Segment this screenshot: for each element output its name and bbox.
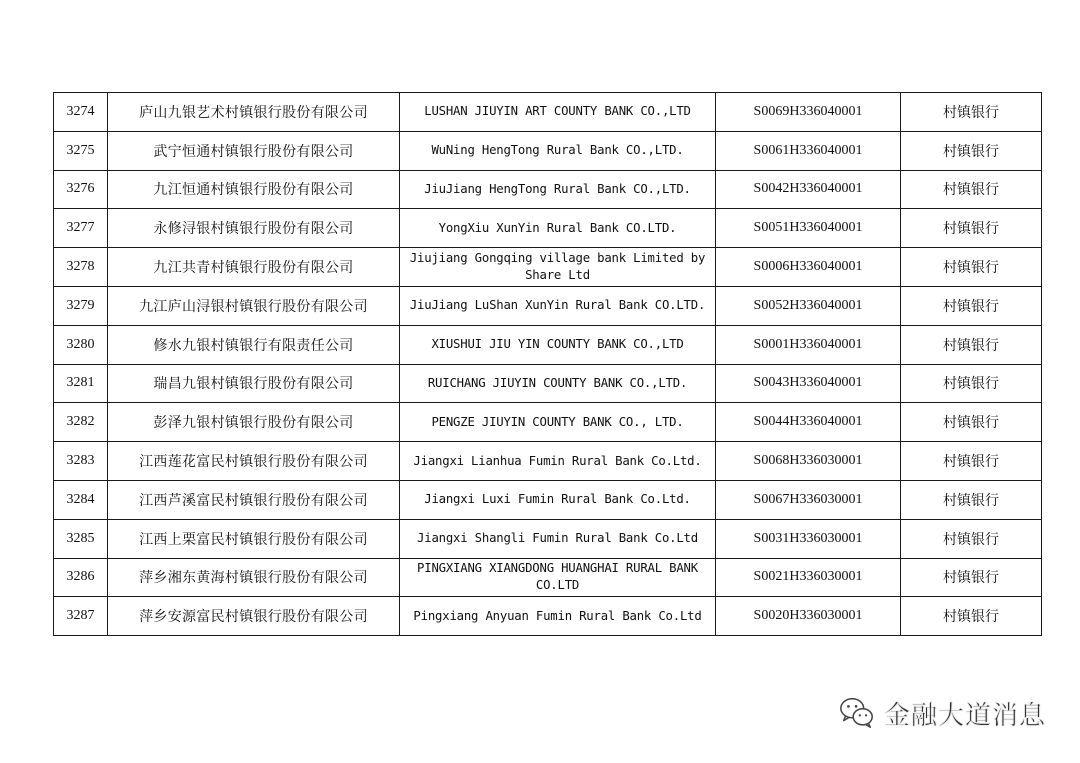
table-row	[54, 131, 1042, 170]
institution-type-cell: 村镇银行	[901, 286, 1042, 325]
table-row	[54, 248, 1042, 287]
institution-code-cell: S0068H336030001	[716, 442, 901, 481]
chinese-name-cell: 江西莲花富民村镇银行股份有限公司	[108, 442, 400, 481]
english-name-cell: LUSHAN JIUYIN ART COUNTY BANK CO.,LTD	[400, 93, 716, 132]
english-name-cell: Jiangxi Luxi Fumin Rural Bank Co.Ltd.	[400, 480, 716, 519]
institution-code-cell: S0020H336030001	[716, 597, 901, 636]
chinese-name-cell: 九江共青村镇银行股份有限公司	[108, 248, 400, 287]
table-body	[54, 93, 1042, 636]
row-number-cell: 3279	[54, 286, 108, 325]
institution-type-cell: 村镇银行	[901, 131, 1042, 170]
table-row	[54, 597, 1042, 636]
english-name-cell: Pingxiang Anyuan Fumin Rural Bank Co.Ltd	[400, 597, 716, 636]
chinese-name-cell: 萍乡湘东黄海村镇银行股份有限公司	[108, 558, 400, 597]
institution-code-cell: S0042H336040001	[716, 170, 901, 209]
institution-code-cell: S0067H336030001	[716, 480, 901, 519]
row-number-cell: 3280	[54, 325, 108, 364]
table-row	[54, 325, 1042, 364]
row-number-cell: 3285	[54, 519, 108, 558]
chinese-name-cell: 江西上栗富民村镇银行股份有限公司	[108, 519, 400, 558]
english-name-cell: YongXiu XunYin Rural Bank CO.LTD.	[400, 209, 716, 248]
institution-type-cell: 村镇银行	[901, 480, 1042, 519]
watermark	[838, 694, 1046, 732]
chinese-name-cell: 永修浔银村镇银行股份有限公司	[108, 209, 400, 248]
institution-type-cell: 村镇银行	[901, 597, 1042, 636]
institution-type-cell: 村镇银行	[901, 93, 1042, 132]
english-name-cell: XIUSHUI JIU YIN COUNTY BANK CO.,LTD	[400, 325, 716, 364]
watermark-text: 金融大道消息	[884, 700, 1047, 731]
row-number-cell: 3282	[54, 403, 108, 442]
institution-type-cell: 村镇银行	[901, 209, 1042, 248]
row-number-cell: 3286	[54, 558, 108, 597]
table-row	[54, 364, 1042, 403]
institution-code-cell: S0044H336040001	[716, 403, 901, 442]
institution-type-cell: 村镇银行	[901, 248, 1042, 287]
institution-code-cell: S0006H336040001	[716, 248, 901, 287]
chinese-name-cell: 九江恒通村镇银行股份有限公司	[108, 170, 400, 209]
row-number-cell: 3276	[54, 170, 108, 209]
institution-code-cell: S0052H336040001	[716, 286, 901, 325]
english-name-cell: PINGXIANG XIANGDONG HUANGHAI RURAL BANK CO.LTD	[400, 558, 716, 597]
table-row	[54, 480, 1042, 519]
institution-code-cell: S0001H336040001	[716, 325, 901, 364]
english-name-cell: JiuJiang HengTong Rural Bank CO.,LTD.	[400, 170, 716, 209]
row-number-cell: 3274	[54, 93, 108, 132]
chinese-name-cell: 庐山九银艺术村镇银行股份有限公司	[108, 93, 400, 132]
row-number-cell: 3283	[54, 442, 108, 481]
chinese-name-cell: 九江庐山浔银村镇银行股份有限公司	[108, 286, 400, 325]
institution-code-cell: S0051H336040001	[716, 209, 901, 248]
table-row	[54, 170, 1042, 209]
table-row	[54, 558, 1042, 597]
wechat-icon	[838, 694, 876, 732]
english-name-cell: RUICHANG JIUYIN COUNTY BANK CO.,LTD.	[400, 364, 716, 403]
chinese-name-cell: 江西芦溪富民村镇银行股份有限公司	[108, 480, 400, 519]
row-number-cell: 3278	[54, 248, 108, 287]
english-name-cell: JiuJiang LuShan XunYin Rural Bank CO.LTD.	[400, 286, 716, 325]
bank-list-table	[53, 92, 1042, 636]
table-row	[54, 286, 1042, 325]
table-row	[54, 403, 1042, 442]
english-name-cell: WuNing HengTong Rural Bank CO.,LTD.	[400, 131, 716, 170]
english-name-cell: PENGZE JIUYIN COUNTY BANK CO., LTD.	[400, 403, 716, 442]
row-number-cell: 3275	[54, 131, 108, 170]
institution-type-cell: 村镇银行	[901, 364, 1042, 403]
institution-type-cell: 村镇银行	[901, 558, 1042, 597]
row-number-cell: 3277	[54, 209, 108, 248]
chinese-name-cell: 武宁恒通村镇银行股份有限公司	[108, 131, 400, 170]
institution-type-cell: 村镇银行	[901, 442, 1042, 481]
chinese-name-cell: 修水九银村镇银行有限责任公司	[108, 325, 400, 364]
row-number-cell: 3284	[54, 480, 108, 519]
english-name-cell: Jiujiang Gongqing village bank Limited by Share Ltd	[400, 248, 716, 287]
institution-code-cell: S0031H336030001	[716, 519, 901, 558]
institution-type-cell: 村镇银行	[901, 325, 1042, 364]
table-row	[54, 209, 1042, 248]
institution-type-cell: 村镇银行	[901, 519, 1042, 558]
chinese-name-cell: 萍乡安源富民村镇银行股份有限公司	[108, 597, 400, 636]
institution-type-cell: 村镇银行	[901, 170, 1042, 209]
english-name-cell: Jiangxi Lianhua Fumin Rural Bank Co.Ltd.	[400, 442, 716, 481]
chinese-name-cell: 彭泽九银村镇银行股份有限公司	[108, 403, 400, 442]
institution-code-cell: S0069H336040001	[716, 93, 901, 132]
table-row	[54, 93, 1042, 132]
institution-code-cell: S0021H336030001	[716, 558, 901, 597]
institution-code-cell: S0043H336040001	[716, 364, 901, 403]
institution-code-cell: S0061H336040001	[716, 131, 901, 170]
row-number-cell: 3287	[54, 597, 108, 636]
institution-type-cell: 村镇银行	[901, 403, 1042, 442]
chinese-name-cell: 瑞昌九银村镇银行股份有限公司	[108, 364, 400, 403]
table-row	[54, 442, 1042, 481]
row-number-cell: 3281	[54, 364, 108, 403]
table-row	[54, 519, 1042, 558]
english-name-cell: Jiangxi Shangli Fumin Rural Bank Co.Ltd	[400, 519, 716, 558]
